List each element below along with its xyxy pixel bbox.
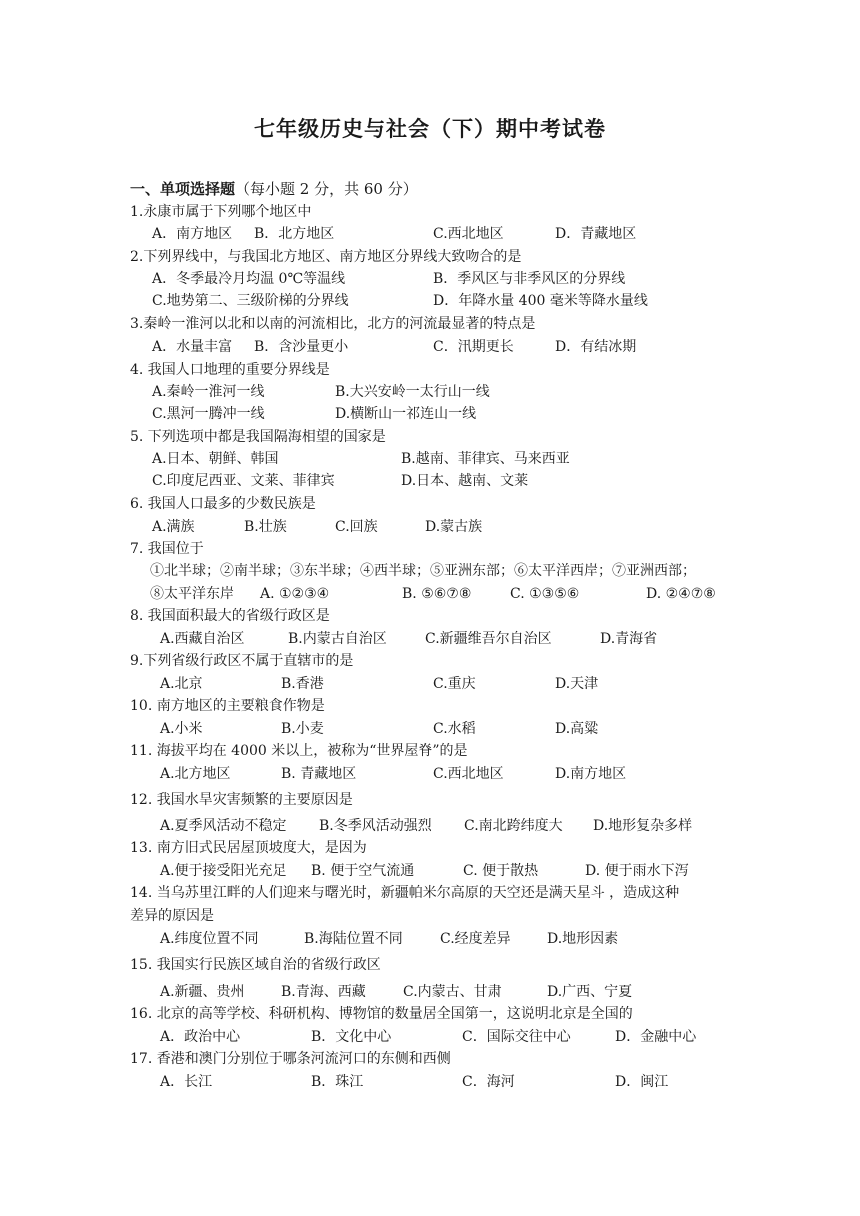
q14-option-d: D.地形因素	[547, 931, 619, 947]
question-14-stem-line2: 差异的原因是	[130, 908, 214, 924]
q4-option-c: C.黑河一腾冲一线	[152, 406, 265, 422]
q9-option-d: D.天津	[555, 676, 599, 692]
section-note: （每小题 2 分，共 60 分）	[235, 180, 418, 198]
q7-option-c: C. ①③⑤⑥	[510, 586, 580, 602]
q11-option-b: B. 青藏地区	[281, 766, 357, 782]
q17-option-c: C．海河	[462, 1074, 515, 1090]
q16-option-a: A．政治中心	[160, 1029, 241, 1045]
q4-option-b: B.大兴安岭一太行山一线	[335, 384, 490, 400]
q7-statements-line2: ⑧太平洋东岸	[150, 586, 234, 602]
q1-option-a: A．南方地区	[152, 226, 233, 242]
q11-option-d: D.南方地区	[555, 766, 627, 782]
q13-option-c: C. 便于散热	[463, 863, 539, 879]
question-13-stem: 13. 南方旧式民居屋顶坡度大，是因为	[130, 840, 367, 856]
q1-option-b: B．北方地区	[254, 226, 335, 242]
question-5-stem: 5. 下列选项中都是我国隔海相望的国家是	[130, 429, 386, 445]
page-title: 七年级历史与社会（下）期中考试卷	[254, 116, 606, 141]
q16-option-b: B．文化中心	[311, 1029, 392, 1045]
q11-option-a: A.北方地区	[160, 766, 231, 782]
q12-option-c: C.南北跨纬度大	[464, 818, 563, 834]
q13-option-a: A.便于接受阳光充足	[160, 863, 287, 879]
question-16-stem: 16. 北京的高等学校、科研机构、博物馆的数量居全国第一，这说明北京是全国的	[130, 1006, 633, 1022]
q17-option-b: B．珠江	[311, 1074, 364, 1090]
question-12-stem: 12. 我国水旱灾害频繁的主要原因是	[130, 792, 353, 808]
question-11-stem: 11. 海拔平均在 4000 米以上，被称为“世界屋脊”的是	[130, 743, 468, 759]
q1-option-c: C.西北地区	[433, 226, 504, 242]
question-17-stem: 17. 香港和澳门分别位于哪条河流河口的东侧和西侧	[130, 1051, 451, 1067]
q11-option-c: C.西北地区	[433, 766, 504, 782]
q2-option-c: C.地势第二、三级阶梯的分界线	[152, 293, 349, 309]
q9-option-a: A.北京	[160, 676, 203, 692]
q12-option-a: A.夏季风活动不稳定	[160, 818, 287, 834]
q10-option-c: C.水稻	[433, 721, 476, 737]
q17-option-a: A．长江	[160, 1074, 213, 1090]
q9-option-b: B.香港	[281, 676, 324, 692]
q12-option-b: B.冬季风活动强烈	[319, 818, 432, 834]
q15-option-d: D.广西、宁夏	[547, 984, 633, 1000]
q12-option-d: D.地形复杂多样	[593, 818, 693, 834]
q6-option-c: C.回族	[335, 519, 378, 535]
q10-option-a: A.小米	[160, 721, 203, 737]
q7-option-d: D. ②④⑦⑧	[646, 586, 716, 602]
q2-option-d: D．年降水量 400 毫米等降水量线	[433, 293, 648, 309]
q2-option-a: A．冬季最冷月均温 0℃等温线	[152, 271, 346, 287]
q15-option-a: A.新疆、贵州	[160, 984, 245, 1000]
question-1-stem: 1.永康市属于下列哪个地区中	[130, 204, 312, 220]
q14-option-b: B.海陆位置不同	[304, 931, 403, 947]
q7-option-a: A. ①②③④	[260, 586, 330, 602]
q3-option-c: C．汛期更长	[433, 339, 514, 355]
q8-option-c: C.新疆维吾尔自治区	[425, 631, 552, 647]
q17-option-d: D．闽江	[615, 1074, 669, 1090]
q2-option-b: B．季风区与非季风区的分界线	[433, 271, 626, 287]
q16-option-c: C．国际交往中心	[462, 1029, 571, 1045]
q3-option-b: B．含沙量更小	[254, 339, 349, 355]
section-heading	[130, 178, 418, 199]
q9-option-c: C.重庆	[433, 676, 476, 692]
question-10-stem: 10. 南方地区的主要粮食作物是	[130, 698, 325, 714]
q6-option-b: B.壮族	[244, 519, 287, 535]
q8-option-b: B.内蒙古自治区	[288, 631, 387, 647]
question-7-stem: 7. 我国位于	[130, 541, 204, 557]
q5-option-c: C.印度尼西亚、文莱、菲律宾	[152, 473, 335, 489]
q4-option-a: A.秦岭一淮河一线	[152, 384, 265, 400]
question-3-stem: 3.秦岭一淮河以北和以南的河流相比，北方的河流最显著的特点是	[130, 316, 536, 332]
q5-option-a: A.日本、朝鲜、韩国	[152, 451, 279, 467]
q10-option-b: B.小麦	[281, 721, 324, 737]
question-8-stem: 8. 我国面积最大的省级行政区是	[130, 608, 330, 624]
question-9-stem: 9.下列省级行政区不属于直辖市的是	[130, 653, 354, 669]
section-title: 一、单项选择题	[130, 180, 236, 198]
q6-option-a: A.满族	[152, 519, 195, 535]
q1-option-d: D．青藏地区	[555, 226, 637, 242]
q13-option-d: D. 便于雨水下泻	[585, 863, 689, 879]
q5-option-b: B.越南、菲律宾、马来西亚	[401, 451, 570, 467]
question-6-stem: 6. 我国人口最多的少数民族是	[130, 496, 316, 512]
question-4-stem: 4. 我国人口地理的重要分界线是	[130, 362, 330, 378]
question-14-stem-line1: 14. 当乌苏里江畔的人们迎来与曙光时，新疆帕米尔高原的天空还是满天星斗 ，造成这种	[130, 885, 680, 901]
q6-option-d: D.蒙古族	[425, 519, 483, 535]
q3-option-d: D．有结冰期	[555, 339, 637, 355]
q14-option-a: A.纬度位置不同	[160, 931, 259, 947]
q4-option-d: D.横断山一祁连山一线	[335, 406, 477, 422]
q13-option-b: B. 便于空气流通	[311, 863, 415, 879]
q7-option-b: B. ⑤⑥⑦⑧	[402, 586, 472, 602]
q15-option-c: C.内蒙古、甘肃	[403, 984, 502, 1000]
q3-option-a: A．水量丰富	[152, 339, 233, 355]
q16-option-d: D．金融中心	[615, 1029, 697, 1045]
question-2-stem: 2.下列界线中，与我国北方地区、南方地区分界线大致吻合的是	[130, 249, 522, 265]
q15-option-b: B.青海、西藏	[281, 984, 366, 1000]
q8-option-a: A.西藏自治区	[160, 631, 245, 647]
q5-option-d: D.日本、越南、文莱	[401, 473, 529, 489]
question-15-stem: 15. 我国实行民族区域自治的省级行政区	[130, 957, 381, 973]
q8-option-d: D.青海省	[600, 631, 658, 647]
q10-option-d: D.高粱	[555, 721, 599, 737]
q7-statements-line1: ①北半球；②南半球；③东半球；④西半球；⑤亚洲东部；⑥太平洋西岸；⑦亚洲西部；	[150, 563, 696, 579]
q14-option-c: C.经度差异	[440, 931, 511, 947]
